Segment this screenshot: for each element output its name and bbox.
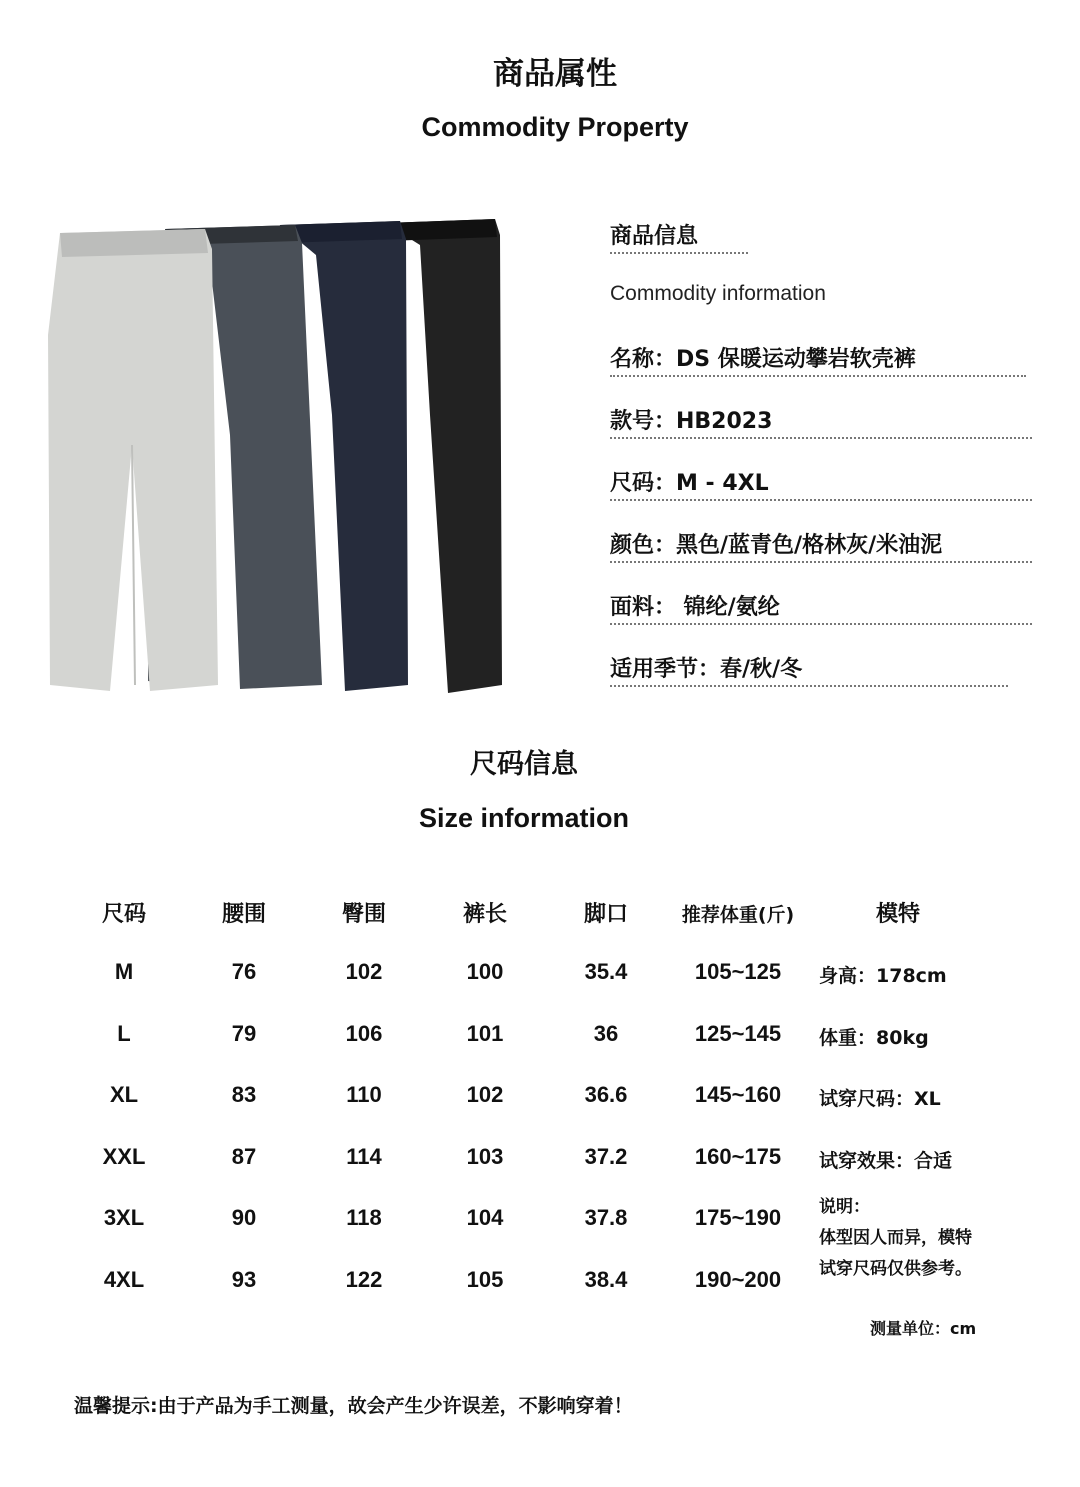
product-name: 名称：DS 保暖运动攀岩软壳裤 [610, 342, 1026, 377]
measurement-unit: 测量单位：cm [870, 1319, 977, 1338]
model-trial-effect: 试穿效果：合适 [819, 1150, 953, 1172]
product-fabric: 面料： 锦纶/氨纶 [610, 590, 1032, 625]
product-info-title: 商品信息 [610, 219, 748, 254]
cell-leg-opening: 37.8 [584, 1205, 628, 1230]
cell-size: M [114, 959, 134, 984]
cell-size: L [117, 1021, 131, 1046]
cell-hip: 122 [345, 1267, 383, 1292]
cell-waist: 76 [231, 959, 257, 984]
header-leg-opening: 脚口 [583, 902, 628, 927]
footer-tip: 温馨提示:由于产品为手工测量，故会产生少许误差，不影响穿着！ [74, 1395, 633, 1417]
cell-leg-opening: 36 [593, 1021, 619, 1046]
product-size-range: 尺码：M - 4XL [610, 466, 1032, 501]
header-model: 模特 [875, 902, 920, 927]
cell-size: 4XL [103, 1267, 145, 1292]
cell-weight: 190~200 [694, 1267, 782, 1292]
product-model-number: 款号：HB2023 [610, 404, 1032, 439]
cell-waist: 93 [231, 1267, 257, 1292]
cell-weight: 145~160 [694, 1082, 782, 1107]
cell-waist: 79 [231, 1021, 257, 1046]
cell-hip: 106 [345, 1021, 383, 1046]
model-note-line2: 试穿尺码仅供参考。 [819, 1259, 972, 1279]
size-section-title-en: Size information [418, 803, 629, 833]
cell-weight: 105~125 [694, 959, 782, 984]
page-title-en: Commodity Property [421, 112, 689, 142]
cell-size: XXL [102, 1144, 146, 1169]
model-note-line1: 体型因人而异，模特 [819, 1228, 972, 1248]
cell-hip: 114 [346, 1144, 382, 1169]
cell-hip: 118 [346, 1205, 382, 1230]
product-info-subtitle: Commodity information [610, 282, 826, 305]
header-size: 尺码 [101, 902, 146, 927]
cell-hip: 102 [345, 959, 383, 984]
model-note-label: 说明： [819, 1197, 870, 1217]
light-grey-pants [48, 229, 218, 691]
cell-weight: 160~175 [694, 1144, 782, 1169]
cell-hip: 110 [346, 1082, 382, 1107]
page-title-cn: 商品属性 [493, 56, 617, 92]
cell-size: 3XL [103, 1205, 145, 1230]
cell-leg-opening: 36.6 [584, 1082, 628, 1107]
cell-length: 105 [466, 1267, 504, 1292]
cell-waist: 90 [231, 1205, 257, 1230]
cell-leg-opening: 38.4 [584, 1267, 628, 1292]
model-weight: 体重：80kg [819, 1027, 929, 1049]
header-hip: 臀围 [341, 902, 386, 927]
cell-weight: 175~190 [694, 1205, 782, 1230]
cell-size: XL [109, 1082, 139, 1107]
cell-leg-opening: 37.2 [584, 1144, 628, 1169]
model-height: 身高：178cm [819, 965, 947, 987]
product-season: 适用季节：春/秋/冬 [610, 652, 1008, 687]
cell-weight: 125~145 [694, 1021, 782, 1046]
cell-leg-opening: 35.4 [584, 959, 628, 984]
pants-product-photo [40, 215, 510, 695]
cell-waist: 87 [231, 1144, 257, 1169]
size-section-title-cn: 尺码信息 [470, 749, 578, 780]
cell-waist: 83 [231, 1082, 257, 1107]
cell-length: 104 [466, 1205, 504, 1230]
model-trial-size: 试穿尺码：XL [819, 1088, 941, 1110]
header-recommended-weight: 推荐体重(斤) [681, 904, 795, 926]
cell-length: 101 [466, 1021, 504, 1046]
header-waist: 腰围 [221, 902, 266, 927]
product-colors: 颜色：黑色/蓝青色/格林灰/米油泥 [610, 528, 1032, 563]
header-length: 裤长 [462, 902, 507, 927]
cell-length: 103 [466, 1144, 504, 1169]
cell-length: 102 [466, 1082, 504, 1107]
cell-length: 100 [466, 959, 504, 984]
